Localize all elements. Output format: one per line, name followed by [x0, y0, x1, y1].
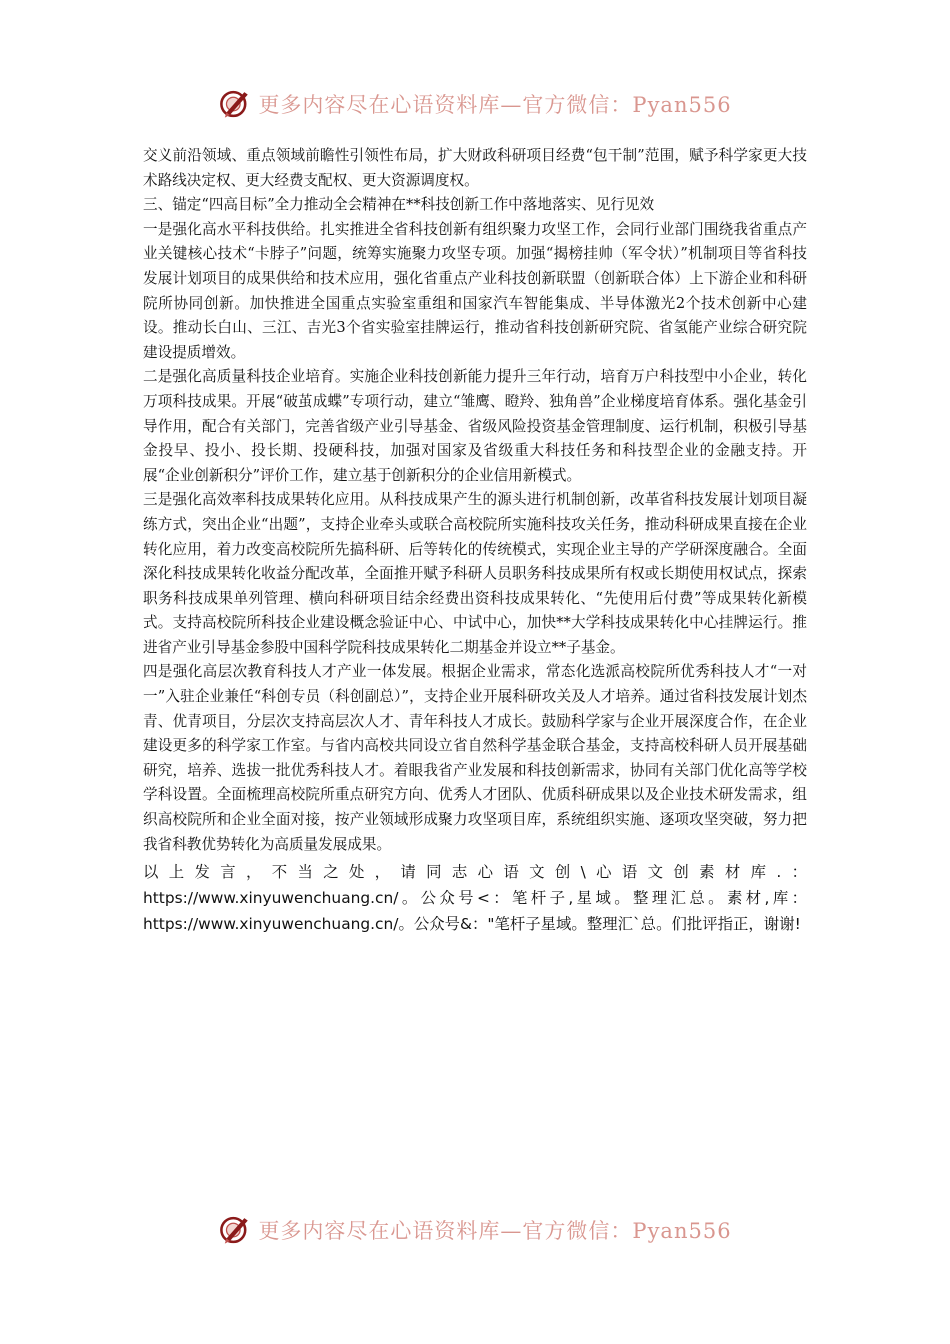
- closing-remarks: 以上发言，不当之处，请同志心语文创\心语文创素材库.：https://www.xinyuwenchuang.cn/。公众号<：笔杆子,星域。整理汇总。素材,库：https://www.xinyuwenchuang.cn/。公众号&："笔杆子星域。整理汇`总。们批评指正，谢谢!: [143, 863, 807, 934]
- watermark-text: 更多内容尽在心语资料库—官方微信：Pyan556: [258, 1219, 732, 1243]
- paragraph: 三是强化高效率科技成果转化应用。从科技成果产生的源头进行机制创新，改革省科技发展计划项目凝练方式，突出企业“出题”，支持企业牵头或联合高校院所实施科技攻关任务，推动科研成果直接在企业转化应用，着力改变高校院所先搞科研、后等转化的传统模式，实现企业主导的产学研深度融合。全面深化科技成果转化收益分配改革，全面推开赋予科研人员职务科技成果所有权或长期使用权试点，探索职务科技成果单列管理、横向科研项目结余经费出资科技成果转化、“先使用后付费”等成果转化新模式。支持高校院所科技企业建设概念验证中心、中试中心，加快**大学科技成果转化中心挂牌运行。推进省产业引导基金参股中国科学院科技成果转化二期基金并设立**子基金。: [143, 491, 807, 656]
- paragraph: 二是强化高质量科技企业培育。实施企业科技创新能力提升三年行动，培育万户科技型中小企业，转化万项科技成果。开展“破茧成蝶”专项行动，建立“雏鹰、瞪羚、独角兽”企业梯度培育体系。强化基金引导作用，配合有关部门，完善省级产业引导基金、省级风险投资基金管理制度、运行机制，积极引导基金投早、投小、投长期、投硬科技，加强对国家及省级重大科技任务和科技型企业的金融支持。开展“企业创新积分”评价工作，建立基于创新积分的企业信用新模式。: [143, 368, 807, 484]
- footer-watermark-banner: [0, 1210, 950, 1250]
- document-body: [143, 144, 807, 937]
- paragraph: 交义前沿领域、重点领域前瞻性引领性布局，扩大财政科研项目经费“包干制”范围，赋予科学家更大技术路线决定权、更大经费支配权、更大资源调度权。: [143, 147, 807, 189]
- header-watermark-banner: [0, 84, 950, 124]
- pen-logo-icon: [218, 1213, 252, 1247]
- watermark-text: 更多内容尽在心语资料库—官方微信：Pyan556: [258, 93, 732, 117]
- pen-logo-icon: [218, 87, 252, 121]
- section-heading: 三、锚定“四高目标”全力推动全会精神在**科技创新工作中落地落实、见行见效: [143, 196, 655, 214]
- paragraph: 四是强化高层次教育科技人才产业一体发展。根据企业需求，常态化选派高校院所优秀科技人才“一对一”入驻企业兼任“科创专员（科创副总）”，支持企业开展科研攻关及人才培养。通过省科技发展计划杰青、优青项目，分层次支持高层次人才、青年科技人才成长。鼓励科学家与企业开展深度合作，在企业建设更多的科学家工作室。与省内高校共同设立省自然科学基金联合基金，支持高校科研人员开展基础研究，培养、选拔一批优秀科技人才。着眼我省产业发展和科技创新需求，协同有关部门优化高等学校学科设置。全面梳理高校院所重点研究方向、优秀人才团队、优质科研成果以及企业技术研发需求，组织高校院所和企业全面对接，按产业领域形成聚力攻坚项目库，系统组织实施、逐项攻坚突破，努力把我省科教优势转化为高质量发展成果。: [143, 663, 807, 853]
- paragraph: 一是强化高水平科技供给。扎实推进全省科技创新有组织聚力攻坚工作，会同行业部门围绕我省重点产业关键核心技术“卡脖子”问题，统筹实施聚力攻坚专项。加强“揭榜挂帅（军令状）”机制项目等省科技发展计划项目的成果供给和技术应用，强化省重点产业科技创新联盟（创新联合体）上下游企业和科研院所协同创新。加快推进全国重点实验室重组和国家汽车智能集成、半导体激光2个技术创新中心建设。推动长白山、三江、吉光3个省实验室挂牌运行，推动省科技创新研究院、省氢能产业综合研究院建设提质增效。: [143, 220, 807, 361]
